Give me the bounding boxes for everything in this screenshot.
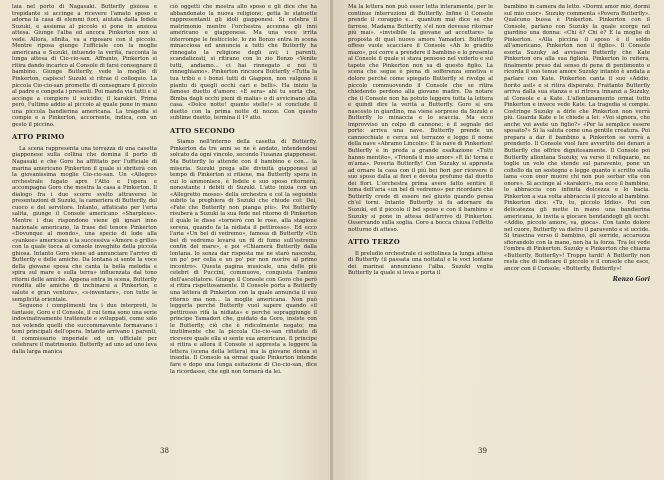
right-column-1 [348, 4, 493, 277]
author-signature: Renzo Gori [612, 276, 650, 284]
paragraph: La scena rappresenta una terrazza di una casetta giapponese sulla collina che domina il porto di Nagasaki e che Goro ha affittato per l'ufficiale di marina americano Pinkerton il quale si sbriterà con la giovanissima moglie Cio-cio-san. Un «Allegro» orchestrale fugato apre l'Atto e l'opera e accompagna Goro che mostra la casa a Pinkerton. Il dialogo fra i due scorre svelto attraverso le presentazioni di Suzuki, la cameriera di Butterfly, del cuoco e del servitore. Intanto, affaticato per l'erta salita, giunge il Console americano «Sharpless». Mentre i due rispondono viene gli ignari inno nazionale americano, la frase del tenore Pinkerton «Dovunque al mondo», una specie di lode alla «yankee» americano e la successiva «Amore o grillo» con la quale tocca al console inveghito della piccola ghiosa. Intanto Goro viene ad annunciare l'arrivo di Butterfly e delle amiche. Da lontana si sente la voce della giovane sposa che canta la bella melodia e spira sul mare e sulla terra» influenzata dal tono ritorni delle amiche. Appena entra in scena, Butterfly rendita alle amiche di inchinarsi a Pinkerton, e salute e gran ventura», «s-inventare», con tutte le semplicità orientale. [12, 145, 157, 303]
right-column-2 [504, 4, 650, 284]
section-heading-atto-primo: ATTO PRIMO [12, 133, 65, 142]
left-column-1 [12, 4, 157, 355]
paragraph: Seguono i complimenti tra i due interpreti, le fantasie, Goro e il Console, il cui tema sono una serie indovinativamente trattenute e sviluppati, come solo noi volendo quelli che succommavente formavano i temi principali dell'opera. Intanto arrivano i parenti, il commissario imperiale ed un ufficiale per celebrare il matrimonio. Butterfly ad uno ad uno leva dalla larga manica [12, 303, 157, 355]
left-page [0, 0, 331, 480]
section-heading-atto-terzo: ATTO TERZO [348, 238, 400, 247]
left-column-2 [170, 4, 317, 375]
paragraph: bambino in camera da letto. «Dormi amor mio, dormi sul mio cuor». Suzuky commenta «Povera Butterfly». Qualcuno bussa è Pinkerton. Pinkerton con il Console, parlano con Suzuky la quale scorge nel giardino una donna: «Chi è? Chi è? È la moglie di Pinkerton. «Alla piccina il sposo è il soldo all'americano, Pinkerton non il figlio». Il Console esorta Suzuky ad avvisare Butterfly che Kate Pinkerton ora alla sua figliola. Pinkerton lo reitera, finalmente preso dal senso di pena di pentimento e ricorda il suo tenue amore Suzuky intanto è andata a parlare con Kate. Pinkerton canta il suo «Addio, fiorito asil» e si ritira disperato. Frattanto Butterfly arriva dalla sua stanza e si ritrova innanzi a Suzuky, al Console e a Kate. L'allontanamento ormai tutto Pinkerton e invece vede Kate. La tragedia si compie. Costringe Suzuky a dirle che Pinkerton non verrà più. Guarda Kate e le chiede a lei: «Voi signora, che anche voi avete un figlio?» «Per la semplice essere sposato?» Si la saluta come una gentile creatura. Poi prepara a dar il bambino a Pinkerton se verrà a prenderlo. Il Console vuol fare avvertito dei denari a Butterfly che offrire dignitosamente. Il Console poi Butterfly allontana Suzuky, va verso il reliquario, ne toglie un velo che stende sul paravento, pone un coltello da un sostegno e legge quanto è scritto sulla lama «con onor muore chi non può serbar vita con onore». Si accinge al «karakiri», ma ecco il bambino, lo abbraccia con infinita dolcezza e lo bacia. Pinkerton a sua volta abbraccia il piccolo al bambino. Pinkerton dice: «Tu, tu, piccolo Iddio». Poi con delicatezza gli mette in mano una bandierina americana, lo invita a giocare bendandogli gli occhi. «Addio, piccolo amore, va, gioca». Con tanto dolore nel cuore, Butterfly va dietro il paravento e si uccide. Si trascina verso il bambino, gli sorride, accarezza sfiorandolo con la mano, non ha la forza. Tra lei vede l'ombra di Pinkerton. Suzuky e Pinkerton che chiama «Butterfly, Butterfly»! Troppo tardi! A Butterfly non resta che di indicare il piccolo e il console che esce, ancor con il Console; «Butterfly, Butterfly»! [504, 4, 650, 272]
paragraph: Siamo nell'interno della casetta di Butterfly. Pinkerton da tre anni se ne è andato, intendendosi solcato da ogni vincolo, secondo l'usanza giapponese. Ma Butterfly lo attende con il bambino e con... la miseria. Suzuki prega alle divinità giapponesi al tempo di Pinkerton si ritiene, ma Butterfly spera in cui lo ammonisce, è fedele e suo sposo ritornerà, nonostante i debiti di Suzuki. L'atto inizia con un «Allegretto mosso» della orchestra e col la seguente subito la preghiera di Suzuki che chiude col: Dei, «Fate che Butterfly non pianga più». Poi Butterfly risuberà a Suzuki la sua fede nel ritorno di Pinkerton il quale le disse «tornerò con le rose, alla stagione serena, quando fa la nidiata il pettirosso». Ed ecco l'aria «Un bel dì vedremo», famosa di Butterfly «Un bel dì vedremo levarsi un fil di fumo sull'estremo confin del mare», e poi «Chiamerà Butterfly dalla lontana. Io senza dar risposta me ne starò nascosta, un po' per celia e un po' per non morire al primo incontro». Questa pagina musicale, una delle più celebri di Puccini, commuove, conquista l'animo dell'ascoltatore. Giunge il Console con Goro che però si ritira rispettosamente. Il Console porta a Butterfly una lettera di Pinkerton con la quale annuncia il suo ritorno ma non... la moglie americana. Non può leggerla perché Butterfly vuol sapere quando «il pettirosso rifà la nidiata» e perché sopraggiunge il principe Yamadori che, guidato da Goro, insiste con le Butterfly, ciò che è ridicolmente negato; ma inutilmente che la piccola Cio-cio-san rifiutato di ricevere quale ella si sente sua americano. Il principe si ritira e allora il Console si appresta a leggere la lettera (scena della lettera) ma la giovane donna si insedia. Il Console sa ormai quale Pinkerton intende fare e dopo una lunga esitazione di Cio-cio-san, dice la ricordasse, che egli non tornerà da lei. [170, 139, 317, 375]
paragraph: laia nel porto di Nagasaki. Butterfly gioiosa e trepidante si accinge a ricevere l'amato sposo e adorna la casa di elemmi fiori, aiutata dalla fedele Suzuki, e assiema al piccolo si pone in ansiosa attesa. Giunge l'alba ed ancora Pinkerton non si vede. Allora, sfinita, va a riposare con il piccolo. Mentre riposa giunge l'ufficiale con la moglie americana e Suzuki, intuendo la verità, racconta la lunga attesa di Cio-cio-san. Affranto, Pinkerton si ritira dando incarico al Console di farsi consegnare il bambino. Giunge Butterfly, vede la moglie di Pinkerton, capisce! Suzuki si ritrae il colloquio. La piccola Cio-cio-san promette di consegnare il piccolo al padre e congeda i presenti. Poi manda via tutti e si accinge a compiere il suicidio; il karakiri. Prima però, l'ultimo addio al piccolo al quale pone in mano una piccola bandierina americana. La tragedia si compie e a Pinkerton, accorrente, indica, con un gesto il piccino. [12, 4, 157, 128]
right-page [333, 0, 664, 480]
paragraph: Il preludio orchestrale ci sottolinea la lunga attesa di Butterfly (il passata una nottata) e le voci lontane dei marinai annunziano l'alba. Suzuki veglia Butterfly la quale si leva e porta il [348, 250, 493, 277]
paragraph: Ma la lettera non può esser letta interamente, per le continue interruzioni di Butterfly. Infine il Console prende il coraggio e... quantum mai dice se che farrese, Madama Butterfly, s'el non dovesse ritornar più mai». «invisibile la giovane ad accettare» la proposta di quel nuovo amore Yamadori. Butterfly offeso vuole scacciare il Console «Ah lo gradito mazo», poi corre a prendere il bambino e lo presenta al Console il quale si stava pensoso nel vederlo e sul tapete che Pinkerton non sa di questo figlio. La scena che segue è piena di sofferenza emotiva e dolore perché come spiegato Butterfly si rivolge al piccolo commuovendo il Console che se ritira chiedendo perdono alla giovane madre. Da notare che il Console non ha potuto leggere tutta la lettera e quindi dire la verità a Butterfly. Goro si era nascosto in giardino, ma viene sorpreso da Suzuki e Butterfly lo minaccia e lo scaccia. Ma ecco improvviso un colpo di cannone; è il segnale del porto: arriva una nave. Butterfly prende un cannocchiale e cerca sul terrazzo e legge il nome della nave «Abramo Lincoln»: È la nave di Pinkerton! Butterfly è in preda a grande esaltazione «Tutti hanno mentito», «Trionfa il mio amor» «È là! torna e m'ama». Poveria Butterfly! Con Suzuky si appresta ad ornare la casa con il più bei fiori per ricevere il suo sposo dalla ai fiori e devota profumo dal duetto dei fiori. L'orchestra prima avere fatto sentire il tema dell'aria «un bel dì vedremo» per ricordare che Butterfly crede di essere nel giusto quando pensa ch'el torni. Intanto Butterfly si fa adornare da Suzuki, ed il piccolo il bel sposo e con il bambino e Suzuky si pone in attesa dell'arrivo di Pinkerton. Osservando sulla soglia. Coro a bocca chiusa l'effetto notturno di atteso. [348, 4, 493, 233]
section-heading-atto-secondo: ATTO SECONDO [170, 126, 235, 135]
paragraph: ciò oggetti che mostra allo sposo e gli dice che ha abbandonato la nuova religione; getta le statuette rappresentanti gli idoli giapponesi. Si celebra il matrimonio mentre l'orchestra accenna gli inni americano e giapponese. Ma una voce irrita interrompe le festicciole: lo zio Bonzo entra in scena minacciosa ed annuncia a tutti che Butterfly ha rinnegato la religione degli avi; i parenti, scandalizzati, si ritirano con lo zio Bonzo «Venite tutti, andiamo... ci hai rinnegato e noi ti rinneghiamo». Pinkerton rincuora Butterfly «Tutta la tua tribù e i bonzi tutti di Giappon, non valgono il pianto di quegli occhi cari e belli». Ha inizio la famoso duetto d'amore: «È sera» ahi tu sorta che, Bimba dagli occhi pieni di malia» o di avvicinano alla casa. «Dolce notte! quante stelle!» si conclude il duetto con la prima notte di nozze. Con questo sublime duetto, termina il 1º atto. [170, 4, 317, 122]
page-number: 38 [160, 447, 169, 455]
page-number: 39 [478, 447, 487, 455]
